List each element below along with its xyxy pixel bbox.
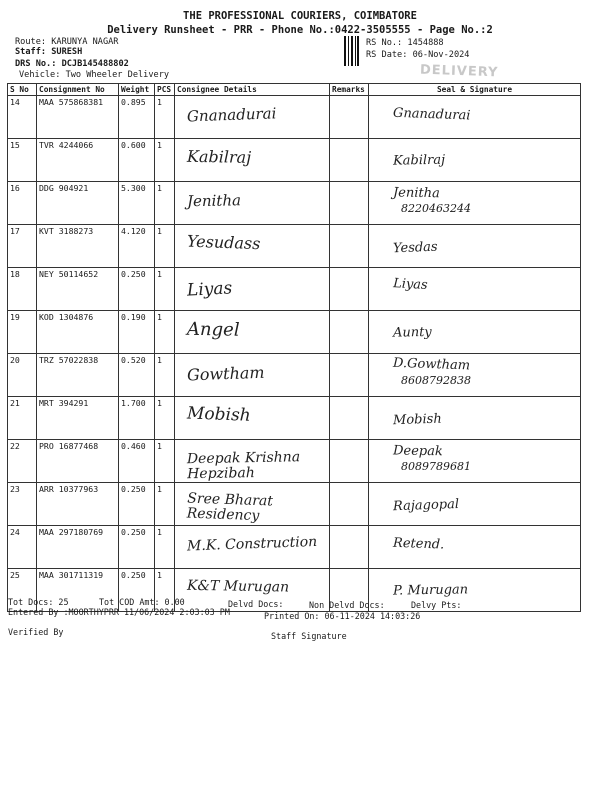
consignee-handwriting: Liyas: [186, 278, 233, 301]
signature-handwriting: Jenitha: [392, 185, 440, 202]
table-row: [8, 354, 581, 397]
row-remarks: [330, 440, 369, 483]
table-row: [8, 440, 581, 483]
consignee-handwriting: Jenitha: [186, 191, 242, 211]
col-sno: S No: [8, 84, 37, 96]
row-signature-cell: [369, 139, 581, 182]
consignee-handwriting: Gowtham: [186, 362, 265, 385]
barcode-small: [344, 36, 360, 66]
signature-handwriting: Mobish: [392, 411, 442, 429]
consignee-handwriting: Mobish: [186, 403, 252, 426]
table-row: [8, 268, 581, 311]
row-weight: 0.460: [119, 440, 155, 483]
entered-by: Entered By :MOORTHYPRR 11/06/2024 2:03:03 PM: [8, 607, 230, 617]
row-weight: 4.120: [119, 225, 155, 268]
consignee-handwriting: Yesudass: [186, 231, 261, 254]
row-sno: 15: [8, 139, 37, 182]
col-weight: Weight: [119, 84, 155, 96]
consignee-handwriting: Gnanadurai: [186, 104, 277, 126]
col-remarks: Remarks: [330, 84, 369, 96]
row-weight: 5.300: [119, 182, 155, 225]
row-consignee-cell: [175, 354, 330, 397]
row-pcs: 1: [155, 225, 175, 268]
row-consignment-no: KVT 3188273: [37, 225, 119, 268]
delivery-table: [7, 83, 581, 612]
row-signature-cell: [369, 483, 581, 526]
drs-label: DRS No.: DCJB145488802: [15, 59, 129, 69]
row-sno: 16: [8, 182, 37, 225]
row-weight: 0.250: [119, 268, 155, 311]
table-row: [8, 526, 581, 569]
consignee-handwriting: Angel: [186, 318, 240, 341]
row-signature-cell: [369, 354, 581, 397]
consignee-handwriting: K&T Murugan: [186, 577, 290, 596]
signature-handwriting: Rajagopal: [392, 496, 460, 515]
row-pcs: 1: [155, 311, 175, 354]
signature-phone-number: 8089789681: [401, 460, 471, 473]
row-signature-cell: [369, 526, 581, 569]
col-consignment: Consignment No: [37, 84, 119, 96]
row-consignee-cell: [175, 483, 330, 526]
row-pcs: 1: [155, 354, 175, 397]
signature-handwriting: Gnanadurai: [392, 105, 471, 124]
table-row: [8, 96, 581, 139]
rs-no-label: RS No.: 1454888: [366, 38, 444, 48]
non-delvd-docs: Non Delvd Docs:: [309, 600, 385, 610]
row-consignment-no: DDG 904921: [37, 182, 119, 225]
row-remarks: [330, 96, 369, 139]
row-sno: 20: [8, 354, 37, 397]
row-weight: 0.600: [119, 139, 155, 182]
row-consignment-no: TRZ 57022838: [37, 354, 119, 397]
row-consignment-no: ARR 10377963: [37, 483, 119, 526]
row-signature-cell: [369, 268, 581, 311]
row-consignment-no: MAA 301711319: [37, 569, 119, 612]
table-row: [8, 311, 581, 354]
consignee-handwriting: Deepak Krishna Hepzibah: [186, 449, 301, 482]
consignee-handwriting: Kabilraj: [186, 146, 252, 167]
staff-label: Staff: SURESH: [15, 47, 83, 57]
row-consignment-no: MRT 394291: [37, 397, 119, 440]
row-pcs: 1: [155, 526, 175, 569]
row-consignment-no: TVR 4244066: [37, 139, 119, 182]
row-consignment-no: MAA 297180769: [37, 526, 119, 569]
vehicle-label: Vehicle: Two Wheeler Delivery: [19, 70, 170, 80]
consignee-handwriting: Sree Bharat Residency: [186, 490, 274, 524]
signature-handwriting: P. Murugan: [392, 582, 469, 599]
row-consignee-cell: [175, 268, 330, 311]
row-sno: 21: [8, 397, 37, 440]
row-consignment-no: NEY 50114652: [37, 268, 119, 311]
signature-handwriting: Liyas: [392, 276, 429, 293]
rs-date-label: RS Date: 06-Nov-2024: [366, 50, 470, 60]
row-remarks: [330, 225, 369, 268]
row-consignee-cell: [175, 526, 330, 569]
table-row: [8, 483, 581, 526]
tot-cod: Tot COD Amt: 0.00: [99, 597, 185, 607]
signature-handwriting: Kabilraj: [392, 152, 446, 169]
row-remarks: [330, 182, 369, 225]
row-consignee-cell: [175, 311, 330, 354]
signature-handwriting: Retend.: [392, 535, 445, 553]
staff-signature: Staff Signature: [271, 631, 347, 641]
row-consignee-cell: [175, 225, 330, 268]
signature-phone-number: 8220463244: [401, 202, 471, 215]
row-pcs: 1: [155, 569, 175, 612]
signature-handwriting: Deepak: [392, 443, 443, 460]
signature-handwriting: D.Gowtham: [392, 355, 471, 374]
row-remarks: [330, 483, 369, 526]
row-signature-cell: [369, 440, 581, 483]
row-weight: 0.190: [119, 311, 155, 354]
tot-docs: Tot Docs: 25: [8, 597, 69, 607]
row-signature-cell: [369, 311, 581, 354]
row-remarks: [330, 397, 369, 440]
row-sno: 24: [8, 526, 37, 569]
delvd-docs: Delvd Docs:: [228, 599, 284, 609]
row-signature-cell: [369, 569, 581, 612]
row-weight: 0.895: [119, 96, 155, 139]
row-pcs: 1: [155, 440, 175, 483]
table-row: [8, 225, 581, 268]
table-header-row: [8, 84, 581, 96]
table-row: [8, 397, 581, 440]
row-signature-cell: [369, 397, 581, 440]
row-weight: 0.520: [119, 354, 155, 397]
row-weight: 1.700: [119, 397, 155, 440]
route-label: Route: KARUNYA NAGAR: [15, 37, 119, 47]
runsheet-title: Delivery Runsheet - PRR - Phone No.:0422-3505555 - Page No.:2: [107, 24, 493, 36]
row-pcs: 1: [155, 397, 175, 440]
col-consignee: Consignee Details: [175, 84, 330, 96]
row-signature-cell: [369, 96, 581, 139]
row-sno: 22: [8, 440, 37, 483]
row-weight: 0.250: [119, 569, 155, 612]
row-consignee-cell: [175, 182, 330, 225]
row-signature-cell: [369, 225, 581, 268]
row-pcs: 1: [155, 182, 175, 225]
row-remarks: [330, 268, 369, 311]
row-sno: 19: [8, 311, 37, 354]
row-remarks: [330, 526, 369, 569]
table-row: [8, 139, 581, 182]
signature-handwriting: Yesdas: [392, 239, 438, 257]
row-weight: 0.250: [119, 483, 155, 526]
table-row: [8, 182, 581, 225]
delvy-pts: Delvy Pts:: [411, 600, 462, 610]
row-consignment-no: KOD 1304876: [37, 311, 119, 354]
row-sno: 14: [8, 96, 37, 139]
row-signature-cell: [369, 182, 581, 225]
row-consignee-cell: [175, 397, 330, 440]
row-consignment-no: PRO 16877468: [37, 440, 119, 483]
signature-handwriting: Aunty: [392, 324, 432, 341]
row-sno: 25: [8, 569, 37, 612]
row-sno: 17: [8, 225, 37, 268]
row-remarks: [330, 311, 369, 354]
row-pcs: 1: [155, 139, 175, 182]
row-pcs: 1: [155, 96, 175, 139]
row-consignment-no: MAA 575868381: [37, 96, 119, 139]
col-signature: Seal & Signature: [369, 84, 581, 96]
row-consignee-cell: [175, 440, 330, 483]
signature-phone-number: 8608792838: [401, 374, 471, 387]
company-title: THE PROFESSIONAL COURIERS, COIMBATORE: [183, 10, 417, 22]
row-pcs: 1: [155, 483, 175, 526]
verified-by: Verified By: [8, 627, 64, 637]
table-row: [8, 569, 581, 612]
consignee-handwriting: M.K. Construction: [186, 533, 318, 555]
row-consignee-cell: [175, 139, 330, 182]
row-sno: 18: [8, 268, 37, 311]
col-pcs: PCS: [155, 84, 175, 96]
row-sno: 23: [8, 483, 37, 526]
row-consignee-cell: [175, 96, 330, 139]
row-pcs: 1: [155, 268, 175, 311]
row-remarks: [330, 139, 369, 182]
row-weight: 0.250: [119, 526, 155, 569]
delivery-stamp: DELIVERY: [419, 62, 499, 81]
row-remarks: [330, 354, 369, 397]
printed-on: Printed On: 06-11-2024 14:03:26: [264, 611, 421, 621]
